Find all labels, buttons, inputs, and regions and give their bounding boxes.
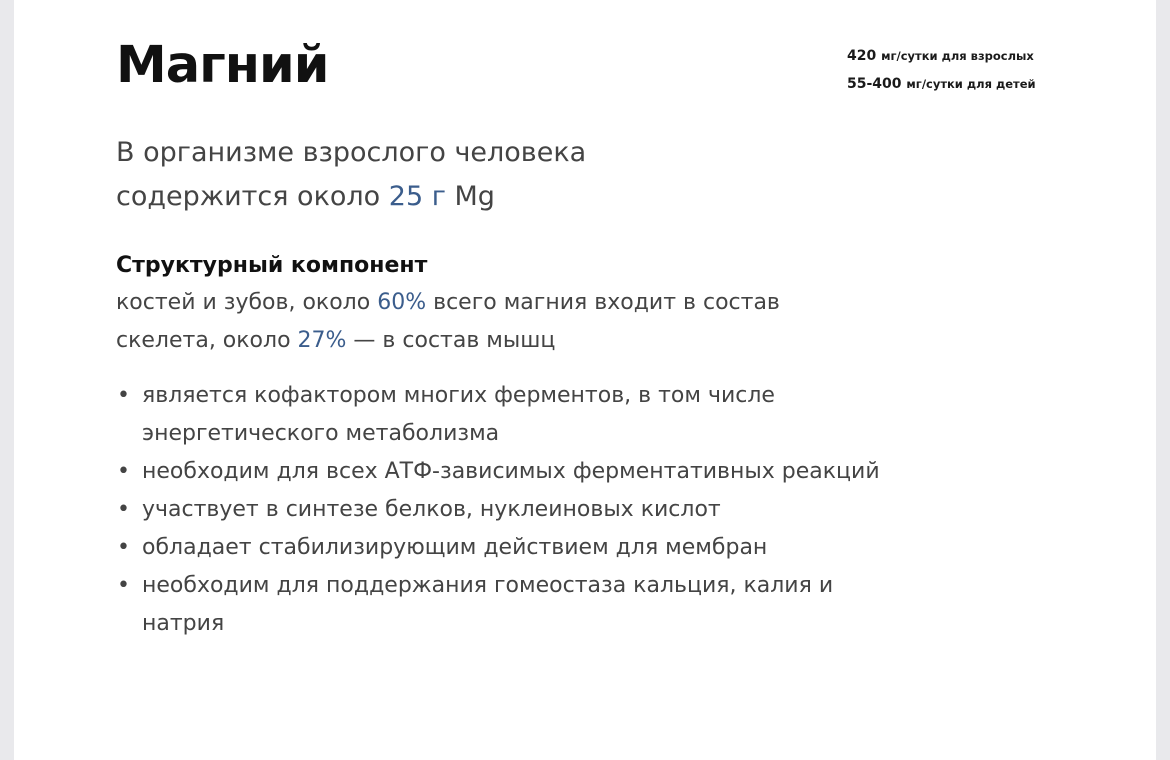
child-norm bbox=[847, 70, 1036, 98]
magnesium-amount: 25 г bbox=[388, 181, 446, 212]
functions-list bbox=[116, 377, 882, 643]
bullet-icon: • bbox=[117, 535, 130, 560]
structural-line-2-prefix: скелета, около bbox=[116, 328, 298, 353]
muscle-percent: 27% bbox=[297, 328, 347, 353]
list-item-text: необходим для поддержания гомеостаза кальция, калия и натрия bbox=[142, 573, 834, 636]
list-item-text: необходим для всех АТФ-зависимых ферментативных реакций bbox=[142, 459, 880, 484]
structural-line-1-prefix: костей и зубов, около bbox=[116, 290, 378, 315]
skeleton-percent: 60% bbox=[377, 290, 427, 315]
intro-prefix: содержится около bbox=[116, 181, 389, 212]
intro-line-2 bbox=[116, 175, 586, 219]
child-norm-unit: мг/сутки для детей bbox=[906, 77, 1036, 91]
structural-heading: Структурный компонент bbox=[116, 253, 428, 278]
bullet-icon: • bbox=[117, 497, 130, 522]
structural-component bbox=[116, 248, 780, 360]
list-item bbox=[116, 491, 882, 529]
structural-line-1-suffix: всего магния входит в состав bbox=[426, 290, 780, 315]
page-title: Магний bbox=[116, 36, 329, 95]
structural-line-1 bbox=[116, 284, 780, 322]
adult-norm-value: 420 bbox=[847, 48, 877, 64]
structural-line-2 bbox=[116, 322, 780, 360]
bullet-icon: • bbox=[117, 573, 130, 598]
list-item bbox=[116, 567, 882, 643]
bullet-icon: • bbox=[117, 383, 130, 408]
structural-line-2-suffix: — в состав мышц bbox=[346, 328, 556, 353]
adult-norm-unit: мг/сутки для взрослых bbox=[881, 49, 1034, 63]
list-item bbox=[116, 377, 882, 453]
list-item-text: обладает стабилизирующим действием для мембран bbox=[142, 535, 768, 560]
list-item-text: участвует в синтезе белков, нуклеиновых кислот bbox=[142, 497, 721, 522]
intro-line-1: В организме взрослого человека bbox=[116, 137, 587, 168]
list-item-text: является кофактором многих ферментов, в том числе энергетического метаболизма bbox=[142, 383, 775, 446]
child-norm-value: 55-400 bbox=[847, 76, 902, 92]
adult-norm bbox=[847, 42, 1036, 70]
intro-text bbox=[116, 131, 586, 219]
bullet-icon: • bbox=[117, 459, 130, 484]
content-card bbox=[14, 0, 1156, 760]
list-item bbox=[116, 529, 882, 567]
list-item bbox=[116, 453, 882, 491]
daily-norms bbox=[847, 42, 1036, 98]
intro-suffix: Mg bbox=[445, 181, 495, 212]
